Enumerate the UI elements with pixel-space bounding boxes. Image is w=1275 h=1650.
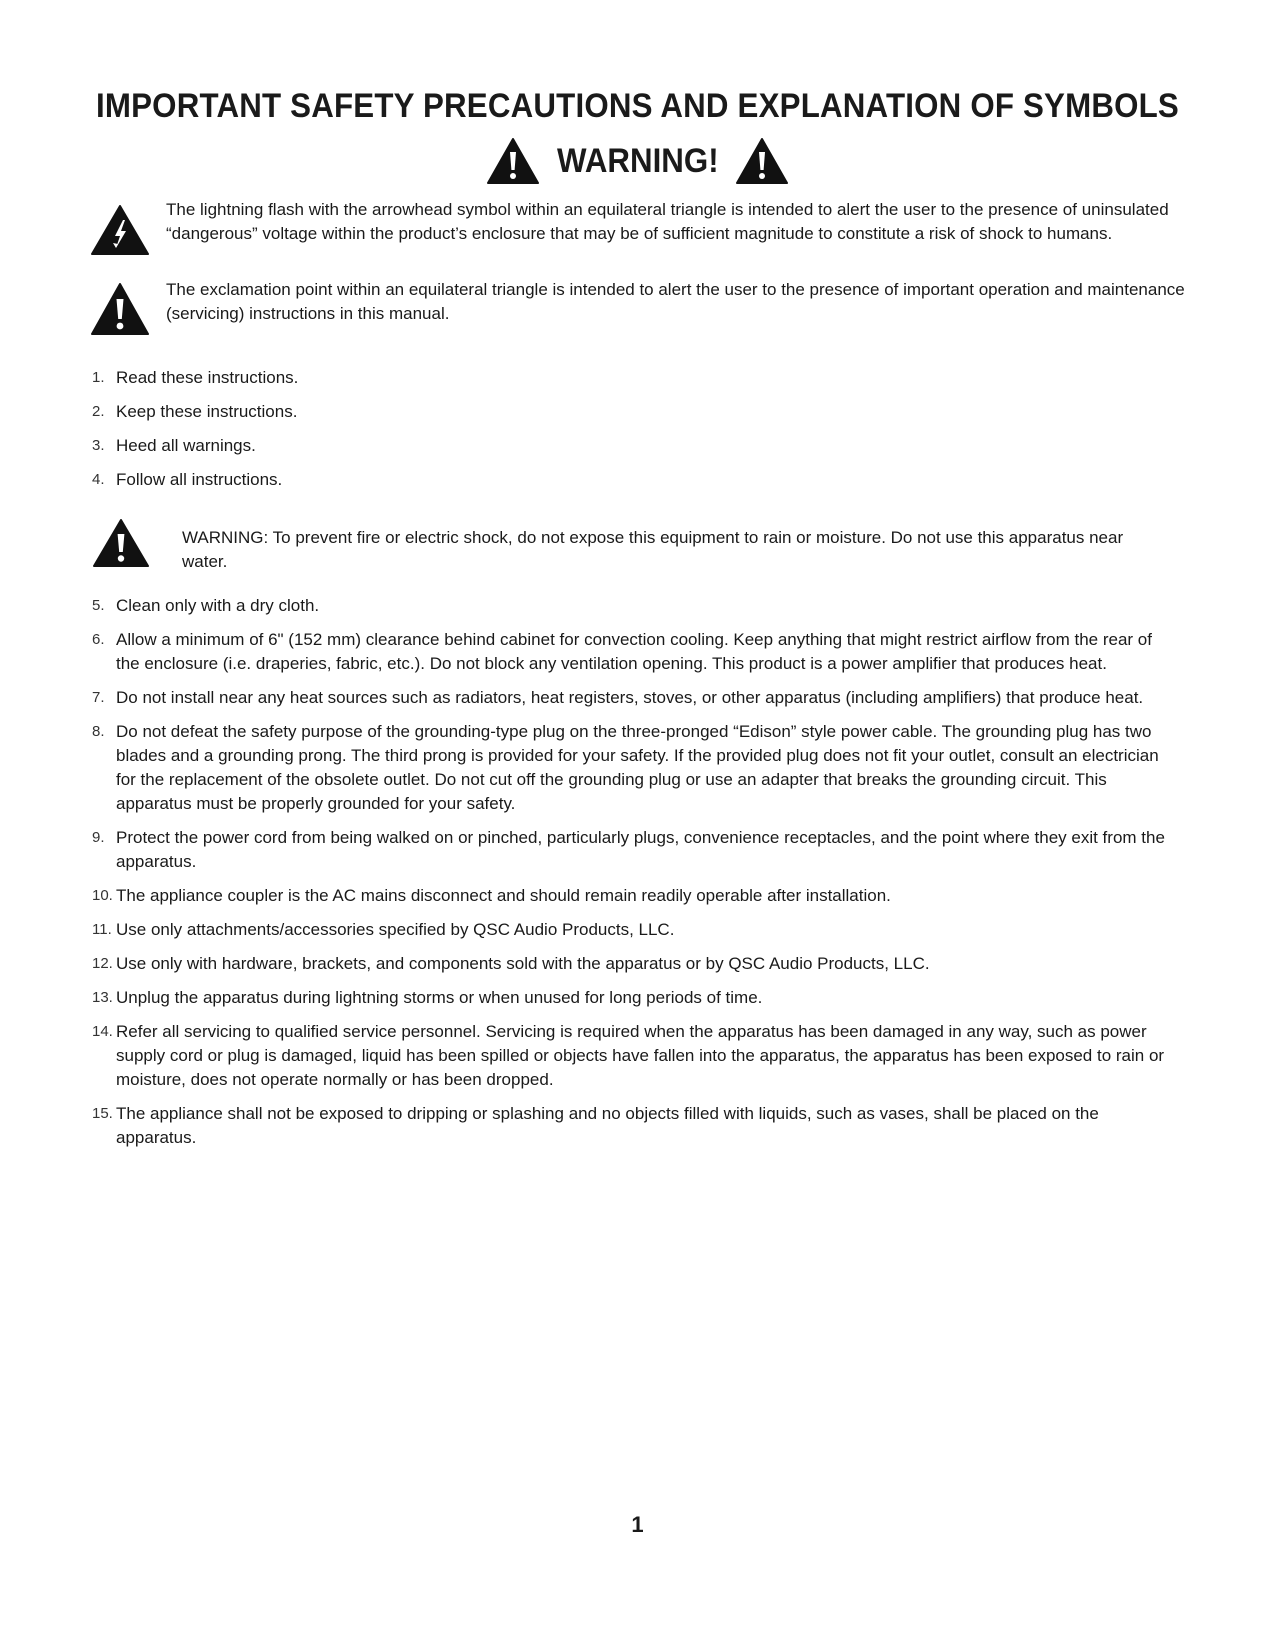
list-item-text: Use only attachments/accessories specified by QSC Audio Products, LLC. [116,920,675,939]
list-item-text: Do not defeat the safety purpose of the grounding-type plug on the three-pronged “Edison” style power cable. The grounding plug has two blades and a grounding prong. The third prong is provided for your safety. If the provided plug does not fit your outlet, consult an electrician for the replacement of the obsolete outlet. Do not cut off the grounding plug or use an adapter that breaks the grounding circuit. This apparatus must be properly grounded for your safety. [116,722,1159,813]
list-item [92,986,1172,1010]
warning-label: WARNING! [556,142,719,180]
list-item-number: 2. [92,403,105,420]
list-item [92,1102,1172,1150]
warning-heading [0,136,1275,186]
list-item [92,1020,1172,1092]
list-item [92,468,1172,492]
lightning-symbol-text: The lightning flash with the arrowhead symbol within an equilateral triangle is intended to alert the user to the presence of uninsulated “dangerous” voltage within the product’s enclosure that may be of sufficient magnitude to constitute a risk of shock to humans. [166,200,1169,243]
exclamation-symbol-explanation [90,278,1190,341]
list-item [92,720,1172,816]
list-item-number: 7. [92,689,105,706]
exclamation-triangle-icon [92,518,150,568]
list-item-text: The appliance coupler is the AC mains disconnect and should remain readily operable after installation. [116,886,891,905]
list-item-text: Allow a minimum of 6" (152 mm) clearance behind cabinet for convection cooling. Keep anything that might restrict airflow from the rear of the enclosure (i.e. draperies, fabric, etc.). Do not block any ventilation opening. This product is a power amplifier that produces heat. [116,630,1152,673]
list-item [92,628,1172,676]
list-item [92,434,1172,458]
list-item-text: Keep these instructions. [116,402,298,421]
list-item [92,686,1172,710]
lightning-symbol-explanation [90,198,1190,261]
exclamation-triangle-icon [90,282,150,336]
list-item-number: 5. [92,597,105,614]
list-item-text: Heed all warnings. [116,436,256,455]
list-item-number: 3. [92,437,105,454]
warning-triangle-icon [486,137,540,185]
lightning-triangle-icon [90,204,150,256]
list-item [92,826,1172,874]
list-item-text: Do not install near any heat sources such as radiators, heat registers, stoves, or other apparatus (including amplifiers) that produce heat. [116,688,1144,707]
list-item-number: 1. [92,369,105,386]
list-item-number: 13. [92,989,113,1006]
moisture-warning-text: WARNING: To prevent fire or electric shock, do not expose this equipment to rain or moisture. Do not use this apparatus near water. [182,528,1124,571]
moisture-warning [92,518,1152,574]
instruction-list-b [92,594,1172,1160]
list-item-number: 10. [92,887,113,904]
list-item [92,918,1172,942]
list-item [92,366,1172,390]
list-item-text: Clean only with a dry cloth. [116,596,320,615]
list-item-text: Protect the power cord from being walked on or pinched, particularly plugs, convenience receptacles, and the point where they exit from the apparatus. [116,828,1165,871]
list-item-text: Follow all instructions. [116,470,283,489]
list-item-text: Unplug the apparatus during lightning storms or when unused for long periods of time. [116,988,763,1007]
list-item-text: The appliance shall not be exposed to dripping or splashing and no objects filled with liquids, such as vases, shall be placed on the apparatus. [116,1104,1099,1147]
instruction-list-a [92,366,1172,502]
list-item-number: 14. [92,1023,113,1040]
list-item-number: 12. [92,955,113,972]
list-item [92,884,1172,908]
list-item-text: Use only with hardware, brackets, and components sold with the apparatus or by QSC Audio Products, LLC. [116,954,930,973]
list-item-text: Refer all servicing to qualified service personnel. Servicing is required when the apparatus has been damaged in any way, such as power supply cord or plug is damaged, liquid has been spilled or objects have fallen into the apparatus, the apparatus has been exposed to rain or moisture, does not operate normally or has been dropped. [116,1022,1165,1089]
list-item-number: 6. [92,631,105,648]
list-item-number: 9. [92,829,105,846]
list-item-text: Read these instructions. [116,368,299,387]
list-item-number: 11. [92,921,112,938]
list-item [92,400,1172,424]
list-item-number: 15. [92,1105,113,1122]
list-item-number: 4. [92,471,105,488]
page-title: IMPORTANT SAFETY PRECAUTIONS AND EXPLANATION OF SYMBOLS [96,87,1179,125]
list-item [92,594,1172,618]
exclamation-symbol-text: The exclamation point within an equilateral triangle is intended to alert the user to the presence of important operation and maintenance (servicing) instructions in this manual. [166,280,1185,323]
list-item [92,952,1172,976]
list-item-number: 8. [92,723,105,740]
warning-triangle-icon [735,137,789,185]
page-number: 1 [631,1512,644,1537]
